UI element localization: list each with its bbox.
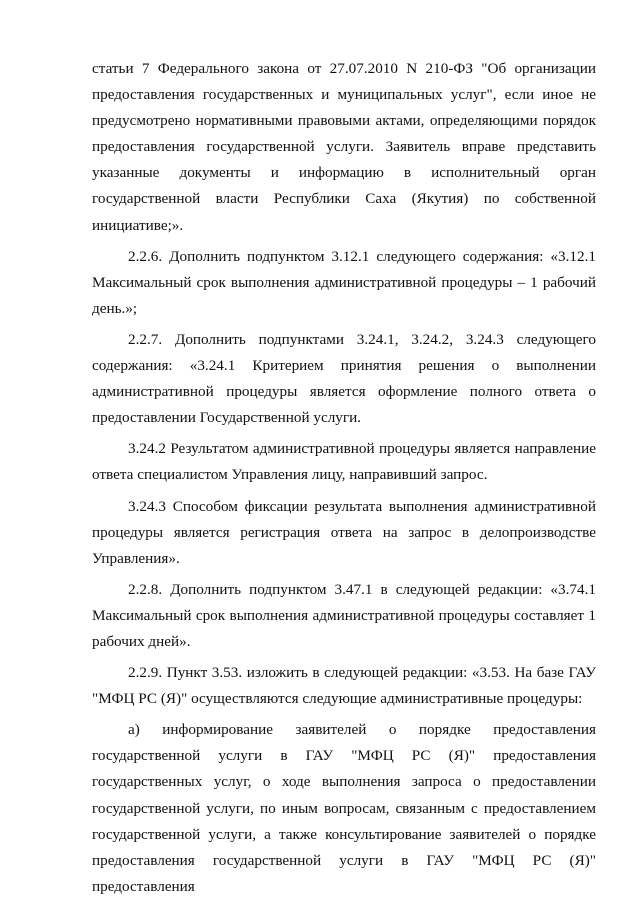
paragraph-continuation: статьи 7 Федерального закона от 27.07.2010 N 210-ФЗ "Об организации предоставления государственных и муниципальных услуг", если иное не предусмотрено нормативными правовыми актами, определяющими порядок предоставления государственной услуги. Заявитель вправе представить указанные документы и информацию в исполнительный орган государственной власти Республики Саха (Якутия) по собственной инициативе;». bbox=[92, 60, 596, 234]
paragraph-2-2-7: 2.2.7. Дополнить подпунктами 3.24.1, 3.24.2, 3.24.3 следующего содержания: «3.24.1 Критерием принятия решения о выполнении административной процедуры является оформление полного ответа о предоставлении Государственной услуги. bbox=[92, 330, 596, 427]
document-page bbox=[92, 56, 596, 900]
paragraph-2-2-8: 2.2.8. Дополнить подпунктом 3.47.1 в следующей редакции: «3.74.1 Максимальный срок выполнения административной процедуры составляет 1 рабочих дней». bbox=[92, 580, 596, 650]
paragraph-2-2-9: 2.2.9. Пункт 3.53. изложить в следующей редакции: «3.53. На базе ГАУ "МФЦ РС (Я)" осуществляются следующие административные процедуры: bbox=[92, 664, 596, 708]
paragraph-item-a: а) информирование заявителей о порядке предоставления государственной услуги в ГАУ "МФЦ РС (Я)" предоставления государственных услуг, о ходе выполнения запроса о предоставлении государственной услуги, по иным вопросам, связанным с предоставлением государственной услуги, а также консультирование заявителей о порядке предоставления государственной услуги в ГАУ "МФЦ РС (Я)" предоставления bbox=[92, 721, 596, 895]
paragraph-2-2-6: 2.2.6. Дополнить подпунктом 3.12.1 следующего содержания: «3.12.1 Максимальный срок выполнения административной процедуры – 1 рабочий день.»; bbox=[92, 247, 596, 317]
paragraph-3-24-2: 3.24.2 Результатом административной процедуры является направление ответа специалистом Управления лицу, направивший запрос. bbox=[92, 440, 596, 484]
paragraph-3-24-3: 3.24.3 Способом фиксации результата выполнения административной процедуры является регистрация ответа на запрос в делопроизводстве Управления». bbox=[92, 497, 596, 567]
